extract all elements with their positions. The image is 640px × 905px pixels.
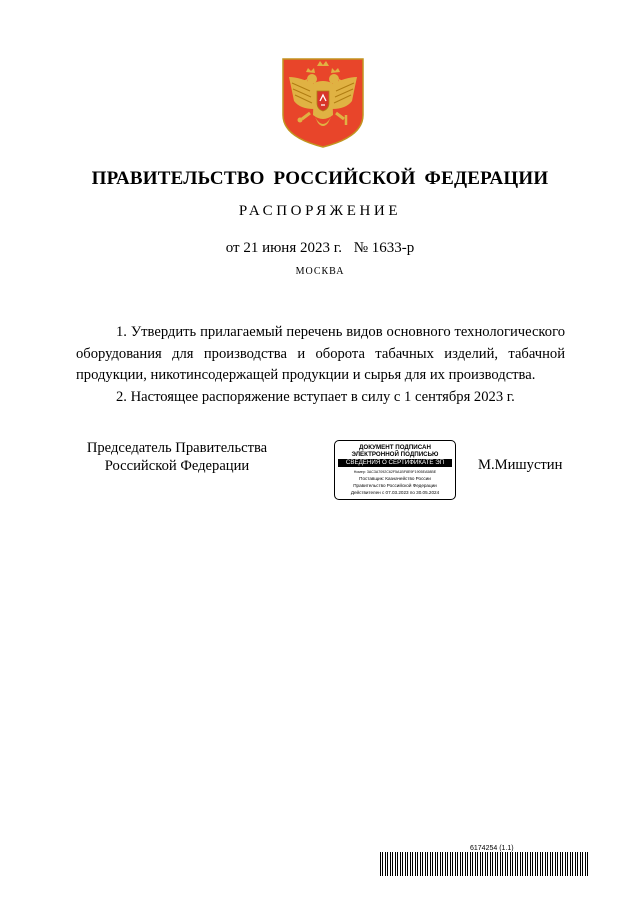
document-date: от 21 июня 2023 г. (225, 240, 342, 256)
document-type: РАСПОРЯЖЕНИЕ (238, 203, 402, 219)
barcode-icon (380, 852, 592, 876)
stamp-serial: Номер: 3AC3A7092C62F5A1BF8E9F1905EA58BE (353, 470, 437, 474)
signer-position (72, 439, 282, 475)
signer-position-line-2: Российской Федерации (104, 458, 250, 474)
order-body (76, 322, 565, 408)
coat-of-arms-icon (280, 57, 366, 149)
city: МОСКВА (295, 266, 345, 277)
paragraph-2: 2. Настоящее распоряжение вступает в силу с 1 сентября 2023 г. (116, 388, 515, 405)
paragraph-1: 1. Утвердить прилагаемый перечень видов основного технологического оборудования для производства и оборота табачных изделий, табачной продукции, никотинсодержащей продукции и сырья для их производства. (76, 324, 565, 383)
date-number-line (0, 240, 640, 257)
government-title: ПРАВИТЕЛЬСТВО РОССИЙСКОЙ ФЕДЕРАЦИИ (91, 168, 549, 189)
stamp-owner: Правительство Российской Федерации (353, 483, 437, 488)
document-number: № 1633-р (353, 240, 415, 256)
stamp-line-2: ЭЛЕКТРОННОЙ ПОДПИСЬЮ (351, 451, 439, 458)
electronic-signature-stamp (334, 440, 456, 500)
stamp-certificate-bar: СВЕДЕНИЯ О СЕРТИФИКАТЕ ЭП (338, 459, 452, 467)
stamp-validity: Действителен с 07.03.2023 по 30.05.2024 (350, 490, 440, 495)
stamp-issuer: Поставщик: Казначейство России (359, 476, 431, 481)
document-code: 6174254 (1.1) (470, 845, 514, 852)
signer-position-line-1: Председатель Правительства (86, 440, 268, 456)
signer-name: М.Мишустин (478, 457, 563, 473)
stamp-line-1: ДОКУМЕНТ ПОДПИСАН (359, 444, 431, 451)
